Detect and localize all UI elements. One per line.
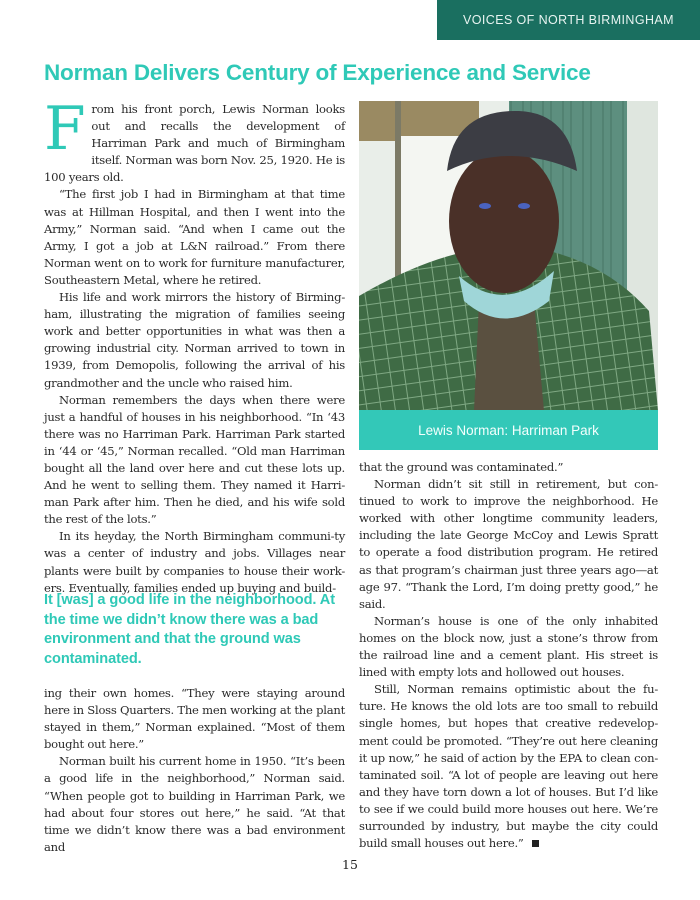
article-paragraph: Norman built his current home in 1950. “It’s been a good life in the neighborhood,” Norman said. “When people got to building in Harriman Park, we had about four stores out here,” he said. “At that time we didn’t know there was a bad environment and [44, 754, 345, 854]
portrait-illustration [359, 101, 658, 411]
article-column-left-top [44, 94, 345, 597]
face [449, 149, 559, 293]
article-paragraph: Norman’s house is one of the only inhabited homes on the block now, just a stone’s throw from the railroad line and a cement plant. His street is lined with empty lots and hollowed out houses. [359, 613, 658, 680]
article-paragraph: that the ground was contaminated.” [359, 460, 564, 474]
pull-quote: It [was] a good life in the neighborhood. At the time we didn’t know there was a bad environment and that the ground was contaminated. [44, 592, 335, 667]
article-paragraph: His life and work mirrors the history of Birming-ham, illustrating the migration of families seeing work and better opportunities in what was then a growing industrial city. Norman arrived to town in 1939, from Demopolis, following the arrival of his grandmother and the uncle who raised him. [44, 290, 345, 390]
section-header-bar [437, 0, 700, 40]
article-paragraph: In its heyday, the North Birmingham communi-ty was a center of industry and jobs. Villages near plants were built by companies to house their work-ers. Eventually, families ended up buying and build- [44, 529, 345, 595]
portrait-photo [359, 101, 658, 411]
section-label: VOICES OF NORTH BIRMINGHAM [463, 13, 674, 27]
article-title: Norman Delivers Century of Experience and Service [44, 60, 591, 85]
article-paragraph: ing their own homes. “They were staying around here in Sloss Quarters. The men working at the plant stayed in them,” Norman explained. “Most of them bought out here.” [44, 686, 345, 752]
photo-caption-text: Lewis Norman: Harriman Park [418, 422, 599, 438]
article-paragraph: “The first job I had in Birmingham at that time was at Hillman Hospital, and then I went into the Army,” Norman said. “And when I came out the Army, I got a job at L&N railroad.” From there Norman went on to work for furniture manufacturer, Southeastern Metal, where he retired. [44, 187, 345, 287]
page-number: 15 [342, 857, 358, 872]
article-paragraph: Norman remembers the days when there were just a handful of houses in his neighborhood. “In ‘43 there was no Harriman Park. Harriman Park started in ‘44 or ‘45,” Norman recalled. “Old man Harriman bought all the land over here and cut these lots up. And he went to selling them. They named it Harri-man Park after him. Then he died, and his wife sold the rest of the lots.” [44, 392, 345, 527]
end-of-article-mark [532, 840, 539, 847]
article-column-left-bottom [44, 685, 345, 856]
article-paragraph: Norman didn’t sit still in retirement, but con-tinued to work to improve the neighborhood. He worked with other longtime community leaders, including the late George McCoy and Lewis Spratt to operate a food distribution program. He retired as that program’s chairman just three years ago—at age 97. “Thank the Lord, I’m doing pretty good,” he said. [359, 477, 658, 611]
article-paragraph [359, 681, 658, 852]
photo-caption [359, 410, 658, 450]
paragraph-text: rom his front porch, Lewis Norman looks out and recalls the development of Harriman Park and much of Birmingham itself. Norman was born Nov. 25, 1920. He is 100 years old. [44, 102, 345, 185]
article-column-right [359, 459, 658, 852]
drop-cap: F [44, 94, 86, 164]
paragraph-text: Still, Norman remains optimistic about the fu-ture. He knows the old lots are too small to rebuild single homes, but hopes that creative redevelop-ment could be promoted. “They’re out here cleaning it up now,” he said of action by the EPA to clean con-taminated soil. “A lot of people are leaving out here and they have torn down a lot of houses. But I’d like to see if we could build more houses out here. We’re surrounded by industry, but maybe the city could build small houses out here.” [359, 682, 658, 851]
article-paragraph [44, 94, 345, 186]
